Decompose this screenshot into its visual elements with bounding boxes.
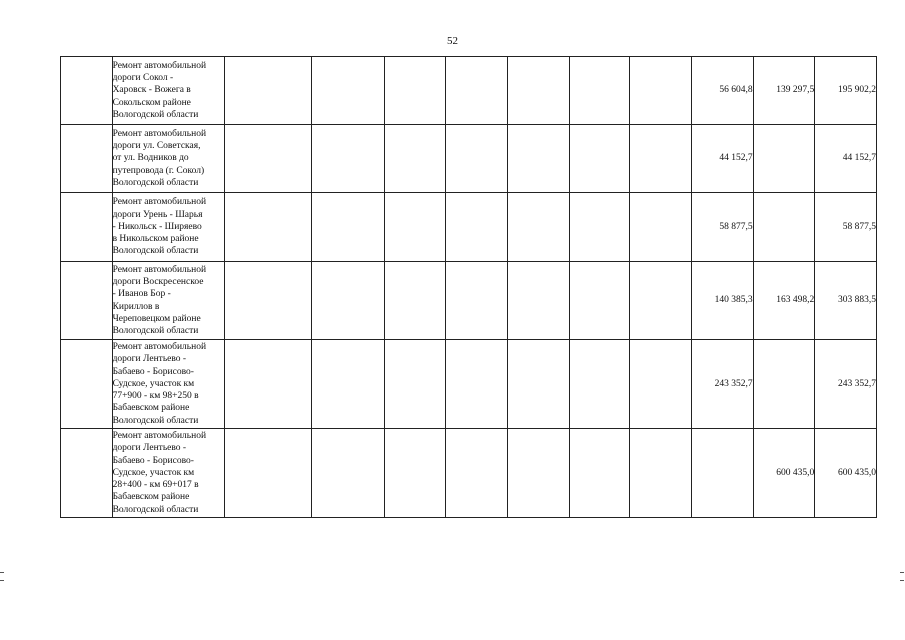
empty-cell xyxy=(224,340,311,429)
empty-cell xyxy=(311,262,384,340)
empty-cell xyxy=(311,57,384,125)
road-repair-name: Ремонт автомобильной дороги ул. Советская, от ул. Водников до путепровода (г. Сокол) Вологодской области xyxy=(112,125,224,193)
value-1-cell: 44 152,7 xyxy=(691,125,753,193)
empty-cell xyxy=(507,125,569,193)
empty-cell xyxy=(446,340,508,429)
empty-cell xyxy=(61,193,113,262)
table-row xyxy=(61,262,877,340)
total-cell: 195 902,2 xyxy=(815,57,877,125)
empty-cell xyxy=(569,57,630,125)
value-2-cell: 163 498,2 xyxy=(753,262,815,340)
empty-cell xyxy=(507,340,569,429)
empty-cell xyxy=(507,57,569,125)
empty-cell xyxy=(630,340,692,429)
empty-cell xyxy=(630,125,692,193)
value-2-cell xyxy=(753,125,815,193)
value-2-cell: 139 297,5 xyxy=(753,57,815,125)
value-1-cell: 140 385,3 xyxy=(691,262,753,340)
road-repair-name: Ремонт автомобильной дороги Лентьево - Бабаево - Борисово- Судское, участок км 28+400 - км 69+017 в Бабаевском районе Вологодской области xyxy=(112,429,224,518)
empty-cell xyxy=(569,429,630,518)
empty-cell xyxy=(61,57,113,125)
value-1-cell: 56 604,8 xyxy=(691,57,753,125)
empty-cell xyxy=(569,262,630,340)
empty-cell xyxy=(384,340,446,429)
value-1-cell: 243 352,7 xyxy=(691,340,753,429)
empty-cell xyxy=(630,193,692,262)
total-cell: 303 883,5 xyxy=(815,262,877,340)
page-number: 52 xyxy=(447,35,458,47)
empty-cell xyxy=(224,429,311,518)
empty-cell xyxy=(61,262,113,340)
empty-cell xyxy=(507,429,569,518)
total-cell: 44 152,7 xyxy=(815,125,877,193)
empty-cell xyxy=(446,429,508,518)
empty-cell xyxy=(224,57,311,125)
table-row xyxy=(61,125,877,193)
empty-cell xyxy=(507,262,569,340)
value-2-cell xyxy=(753,340,815,429)
empty-cell xyxy=(311,125,384,193)
empty-cell xyxy=(446,57,508,125)
empty-cell xyxy=(384,57,446,125)
empty-cell xyxy=(311,429,384,518)
empty-cell xyxy=(446,125,508,193)
margin-mark-right xyxy=(900,572,904,573)
empty-cell xyxy=(224,193,311,262)
empty-cell xyxy=(569,340,630,429)
empty-cell xyxy=(224,125,311,193)
table-row xyxy=(61,57,877,125)
value-1-cell xyxy=(691,429,753,518)
empty-cell xyxy=(569,193,630,262)
empty-cell xyxy=(446,262,508,340)
empty-cell xyxy=(630,429,692,518)
table-row xyxy=(61,193,877,262)
table-row xyxy=(61,340,877,429)
empty-cell xyxy=(311,340,384,429)
empty-cell xyxy=(507,193,569,262)
empty-cell xyxy=(311,193,384,262)
empty-cell xyxy=(61,340,113,429)
empty-cell xyxy=(630,262,692,340)
empty-cell xyxy=(384,429,446,518)
margin-mark-left xyxy=(0,580,4,581)
total-cell: 58 877,5 xyxy=(815,193,877,262)
empty-cell xyxy=(61,125,113,193)
road-repair-name: Ремонт автомобильной дороги Лентьево - Бабаево - Борисово- Судское, участок км 77+900 - км 98+250 в Бабаевском районе Вологодской области xyxy=(112,340,224,429)
empty-cell xyxy=(61,429,113,518)
total-cell: 243 352,7 xyxy=(815,340,877,429)
value-2-cell xyxy=(753,193,815,262)
empty-cell xyxy=(384,262,446,340)
margin-mark-right xyxy=(900,580,904,581)
budget-table xyxy=(60,56,877,518)
road-repair-name: Ремонт автомобильной дороги Сокол - Харовск - Вожега в Сокольском районе Вологодской области xyxy=(112,57,224,125)
empty-cell xyxy=(384,125,446,193)
total-cell: 600 435,0 xyxy=(815,429,877,518)
empty-cell xyxy=(569,125,630,193)
empty-cell xyxy=(446,193,508,262)
margin-mark-left xyxy=(0,572,4,573)
table-row xyxy=(61,429,877,518)
road-repair-name: Ремонт автомобильной дороги Урень - Шарья - Никольск - Ширяево в Никольском районе Вологодской области xyxy=(112,193,224,262)
value-2-cell: 600 435,0 xyxy=(753,429,815,518)
empty-cell xyxy=(224,262,311,340)
value-1-cell: 58 877,5 xyxy=(691,193,753,262)
empty-cell xyxy=(630,57,692,125)
road-repair-name: Ремонт автомобильной дороги Воскресенское - Иванов Бор - Кириллов в Череповецком районе Вологодской области xyxy=(112,262,224,340)
empty-cell xyxy=(384,193,446,262)
